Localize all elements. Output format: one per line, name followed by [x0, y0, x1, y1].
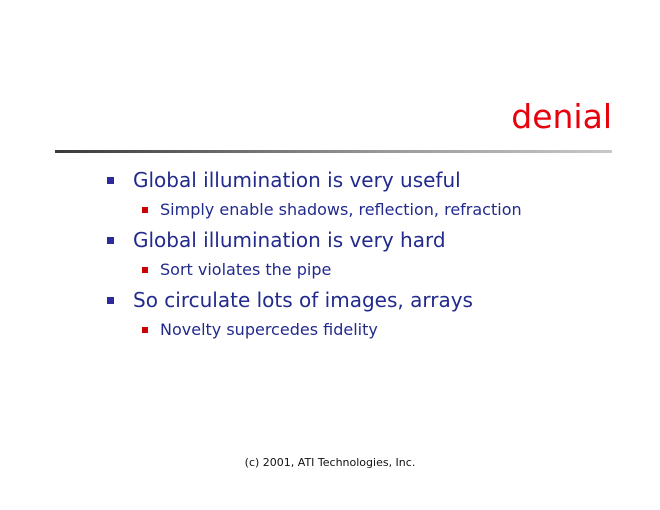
bullet-item-level2: [100, 197, 620, 223]
bullet-item-level1: [100, 285, 620, 315]
bullet-text: Global illumination is very useful: [133, 168, 461, 192]
bullet-list: [100, 165, 620, 345]
square-bullet-icon: [107, 297, 114, 304]
square-bullet-icon: [142, 327, 148, 333]
bullet-item-level2: [100, 257, 620, 283]
bullet-item-level1: [100, 225, 620, 255]
square-bullet-icon: [142, 267, 148, 273]
slide-footer: (c) 2001, ATI Technologies, Inc.: [244, 456, 416, 469]
slide-title: denial: [511, 97, 612, 136]
bullet-text: Novelty supercedes fidelity: [160, 320, 378, 339]
bullet-item-level2: [100, 317, 620, 343]
square-bullet-icon: [107, 177, 114, 184]
bullet-text: So circulate lots of images, arrays: [133, 288, 473, 312]
bullet-text: Sort violates the pipe: [160, 260, 332, 279]
bullet-text: Simply enable shadows, reflection, refraction: [160, 200, 522, 219]
bullet-text: Global illumination is very hard: [133, 228, 446, 252]
square-bullet-icon: [142, 207, 148, 213]
bullet-item-level1: [100, 165, 620, 195]
square-bullet-icon: [107, 237, 114, 244]
title-divider: [55, 150, 612, 153]
